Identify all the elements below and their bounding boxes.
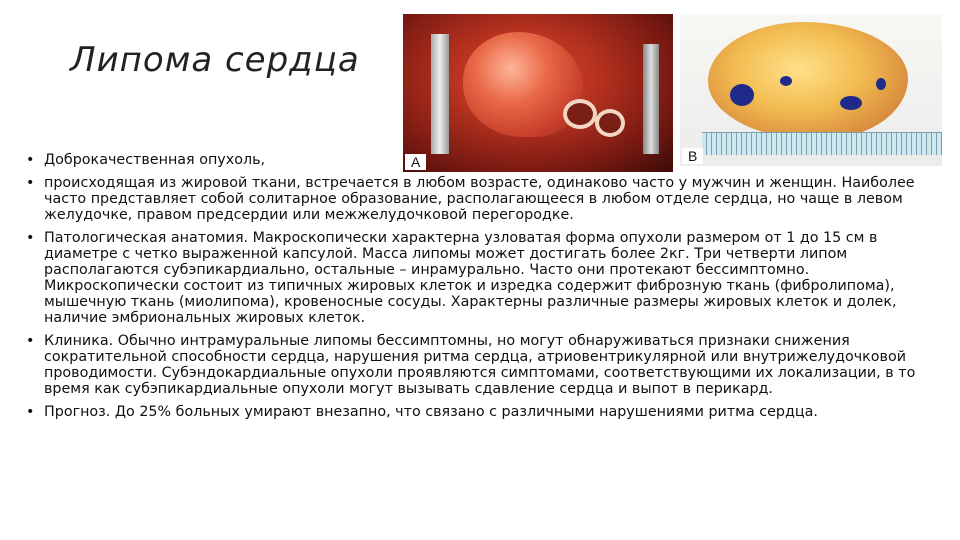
bullet-item <box>26 175 936 223</box>
bullet-dot: • <box>26 404 35 420</box>
bullet-item <box>26 333 936 397</box>
bullet-text: Клиника. Обычно интрамуральные липомы бессимптомны, но могут обнаруживаться признаки снижения сократительной способности сердца, нарушения ритма сердца, атриовентрикулярной или внутрижелудочковой проводимости. Субэндокардиальные опухоли проявляются симптомами, соответствующими их локализации, в то время как субэпикардиальные опухоли могут вызывать сдавление сердца и выпот в перикард. <box>44 333 916 397</box>
bullet-text: Прогноз. До 25% больных умирают внезапно, что связано с различными нарушениями ритма сердца. <box>44 404 818 420</box>
bullet-text: происходящая из жировой ткани, встречается в любом возрасте, одинаково часто у мужчин и женщин. Наиболее часто представляет собой солитарное образование, располагающееся в любом отделе сердца, но чаще в левом желудочке, правом предсердии или межжелудочковой перегородке. <box>44 175 915 223</box>
retractor-left <box>431 34 449 154</box>
image-label-a: A <box>405 154 426 170</box>
bullet-item <box>26 404 936 420</box>
bullet-text: Доброкачественная опухоль, <box>44 152 266 168</box>
bullet-list <box>26 152 936 427</box>
bullet-dot: • <box>26 175 35 191</box>
vessel <box>563 99 597 129</box>
bullet-dot: • <box>26 152 35 168</box>
image-label-b: B <box>682 148 703 164</box>
slide-title: Липома сердца <box>70 40 360 80</box>
retractor-right <box>643 44 659 154</box>
vessel <box>595 109 625 137</box>
ink-mark <box>780 76 792 86</box>
ink-mark <box>840 96 862 110</box>
ink-mark <box>876 78 886 90</box>
bullet-text: Патологическая анатомия. Макроскопически характерна узловатая форма опухоли размером от 1 до 15 см в диаметре с четко выраженной капсулой. Масса липомы может достигать более 2кг. Три четверти липом располагаются субэпикардиально, остальные – инрамурально. Часто они протекают бессимптомно. Микроскопически состоит из типичных жировых клеток и изредка содержит фиброзную ткань (фибролипома), мышечную ткань (миолипома), кровеносные сосуды. Характерны различные размеры жировых клеток и долек, наличие эмбриональных жировых клеток. <box>44 230 897 326</box>
surgical-photo-a <box>403 14 673 172</box>
bullet-item <box>26 152 936 168</box>
bullet-dot: • <box>26 333 35 349</box>
bullet-dot: • <box>26 230 35 246</box>
bullet-item <box>26 230 936 326</box>
ink-mark <box>730 84 754 106</box>
specimen-photo-b <box>680 14 942 166</box>
